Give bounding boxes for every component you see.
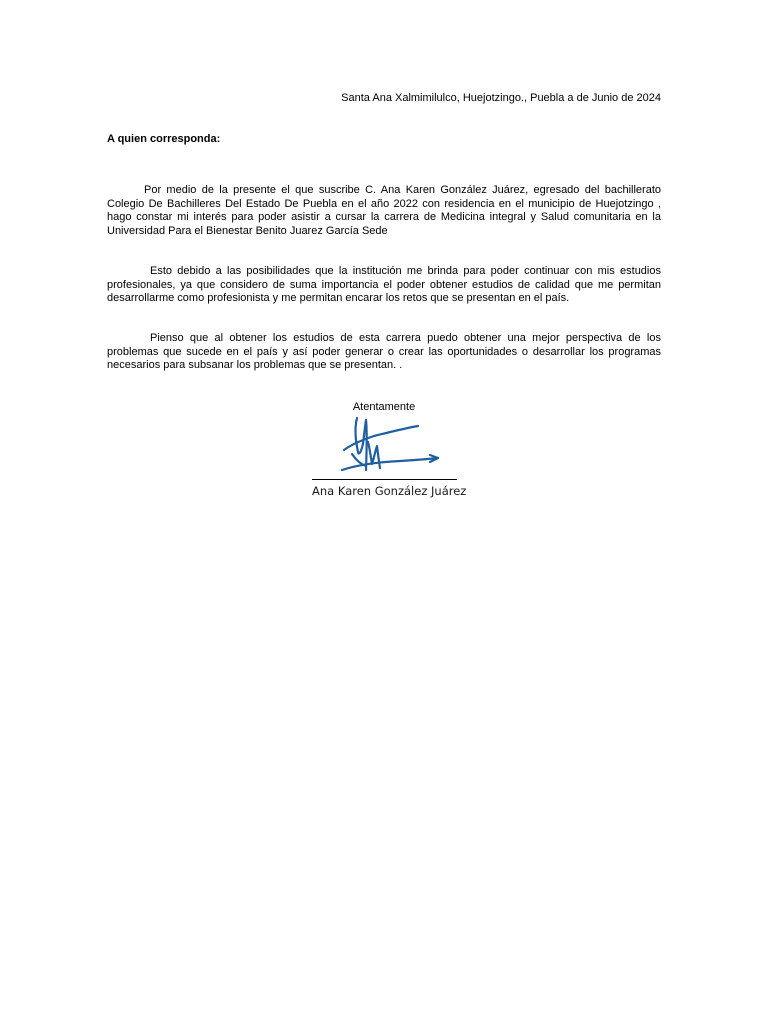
signer-name: Ana Karen González Juárez bbox=[312, 484, 467, 498]
place-date-line: Santa Ana Xalmimilulco, Huejotzingo., Puebla a de Junio de 2024 bbox=[341, 92, 661, 104]
paragraph-reasons: Esto debido a las posibilidades que la institución me brinda para poder continuar con mis estudios profesionales, ya que considero de suma importancia el poder obtener estudios de calidad que me permitan desarrollarme como profesionista y me permitan encarar los retos que se presentan en el país. bbox=[107, 265, 661, 304]
paragraph-perspective: Pienso que al obtener los estudios de esta carrera puedo obtener una mejor perspectiva de los problemas que sucede en el país y así poder generar o crear las oportunidades o desarrollar los programas necesarios para subsanar los problemas que se presentan. . bbox=[107, 332, 661, 371]
closing-text: Atentamente bbox=[352, 401, 416, 413]
salutation: A quien corresponda: bbox=[107, 133, 221, 145]
handwritten-signature bbox=[330, 412, 450, 480]
signature-line bbox=[312, 479, 457, 480]
paragraph-intro: Por medio de la presente el que suscribe C. Ana Karen González Juárez, egresado del bachillerato Colegio De Bachilleres Del Estado De Puebla en el año 2022 con residencia en el municipio de Huejotzingo , hago constar mi interés para poder asistir a cursar la carrera de Medicina integral y Salud comunitaria en la Universidad Para el Bienestar Benito Juarez García Sede bbox=[107, 184, 661, 237]
